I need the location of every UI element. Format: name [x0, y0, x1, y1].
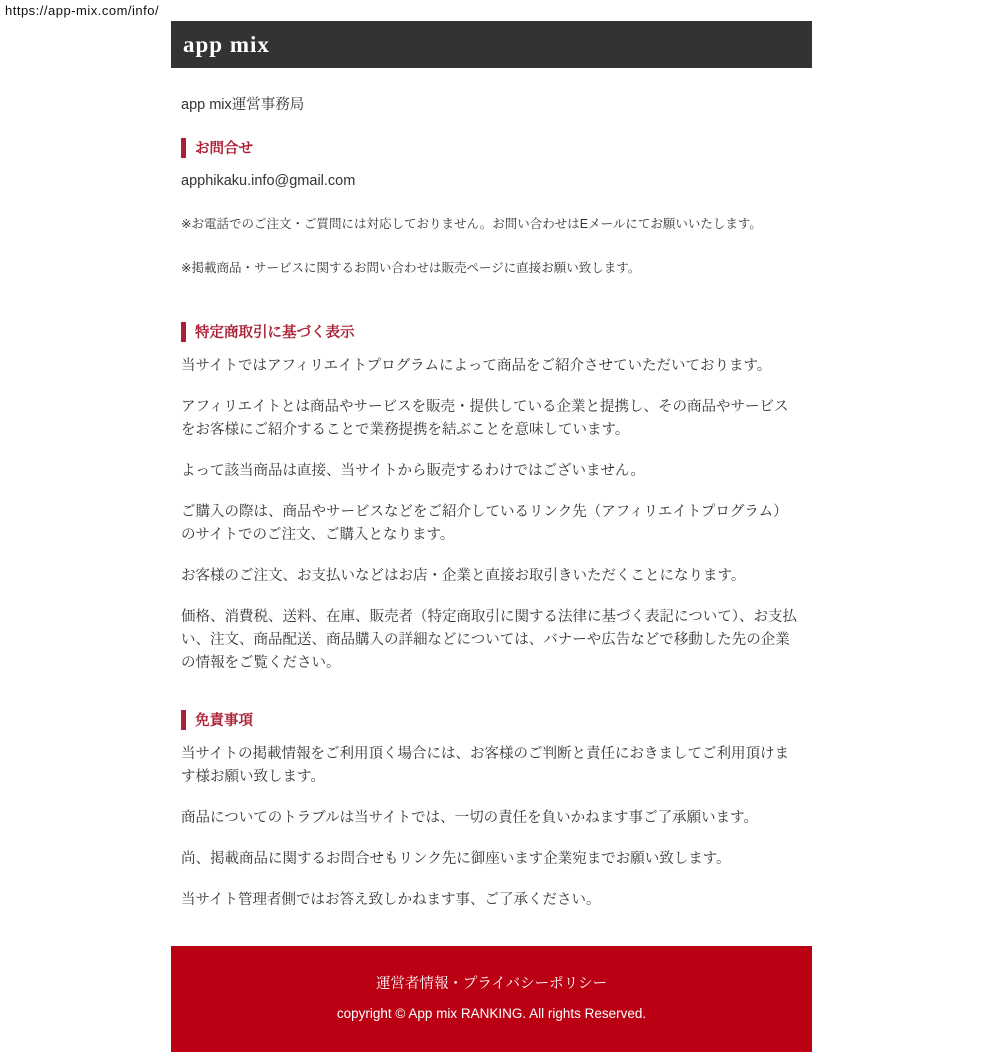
section-tokutei — [181, 321, 802, 675]
disclaimer-heading-label: 免責事項 — [195, 713, 253, 729]
contact-heading-label: お問合せ — [195, 141, 253, 157]
contact-note: ※掲載商品・サービスに関するお問い合わせは販売ページに直接お願い致します。 — [181, 261, 641, 275]
main-content — [171, 93, 812, 912]
operator-line: app mix運営事務局 — [181, 97, 305, 113]
tokutei-paragraph: 価格、消費税、送料、在庫、販売者（特定商取引に関する法律に基づく表記について）、お支払い、注文、商品配送、商品購入の詳細などについては、バナーや広告などで移動した先の企業の情報をご覧ください。 — [181, 609, 797, 671]
section-disclaimer — [181, 709, 802, 912]
page-url-label: https://app-mix.com/info/ — [5, 3, 160, 18]
section-contact — [181, 137, 802, 277]
contact-note: ※お電話でのご注文・ご質問には対応しておりません。お問い合わせはEメールにてお願いいたします。 — [181, 217, 762, 231]
disclaimer-heading — [181, 709, 802, 730]
content-column — [171, 21, 812, 1052]
site-header — [171, 21, 812, 68]
disclaimer-paragraph: 尚、掲載商品に関するお問合せもリンク先に御座います企業宛までお願い致します。 — [181, 851, 731, 867]
tokutei-paragraph: お客様のご注文、お支払いなどはお店・企業と直接お取引きいただくことになります。 — [181, 568, 746, 584]
heading-accent-bar — [181, 322, 186, 342]
site-footer — [171, 946, 812, 1052]
heading-accent-bar — [181, 138, 186, 158]
heading-accent-bar — [181, 710, 186, 730]
disclaimer-paragraph: 当サイト管理者側ではお答え致しかねます事、ご了承ください。 — [181, 892, 601, 908]
tokutei-heading — [181, 321, 802, 342]
copyright-text: copyright © App mix RANKING. All rights Reserved. — [336, 1006, 647, 1021]
tokutei-paragraph: ご購入の際は、商品やサービスなどをご紹介しているリンク先（アフィリエイトプログラム）のサイトでのご注文、ご購入となります。 — [181, 504, 788, 543]
tokutei-paragraph: 当サイトではアフィリエイトプログラムによって商品をご紹介させていただいております。 — [181, 358, 772, 374]
disclaimer-paragraph: 商品についてのトラブルは当サイトでは、一切の責任を負いかねます事ご了承願います。 — [181, 810, 758, 826]
disclaimer-paragraph: 当サイトの掲載情報をご利用頂く場合には、お客様のご判断と責任におきましてご利用頂けます様お願い致します。 — [181, 746, 789, 785]
tokutei-paragraph: よって該当商品は直接、当サイトから販売するわけではございません。 — [181, 463, 645, 479]
site-title: app mix — [183, 31, 270, 57]
contact-email: apphikaku.info@gmail.com — [181, 173, 356, 189]
privacy-policy-link[interactable]: 運営者情報・プライバシーポリシー — [375, 976, 608, 992]
tokutei-paragraph: アフィリエイトとは商品やサービスを販売・提供している企業と提携し、その商品やサービスをお客様にご紹介することで業務提携を結ぶことを意味しています。 — [181, 399, 789, 438]
tokutei-heading-label: 特定商取引に基づく表示 — [195, 325, 355, 341]
contact-heading — [181, 137, 802, 158]
